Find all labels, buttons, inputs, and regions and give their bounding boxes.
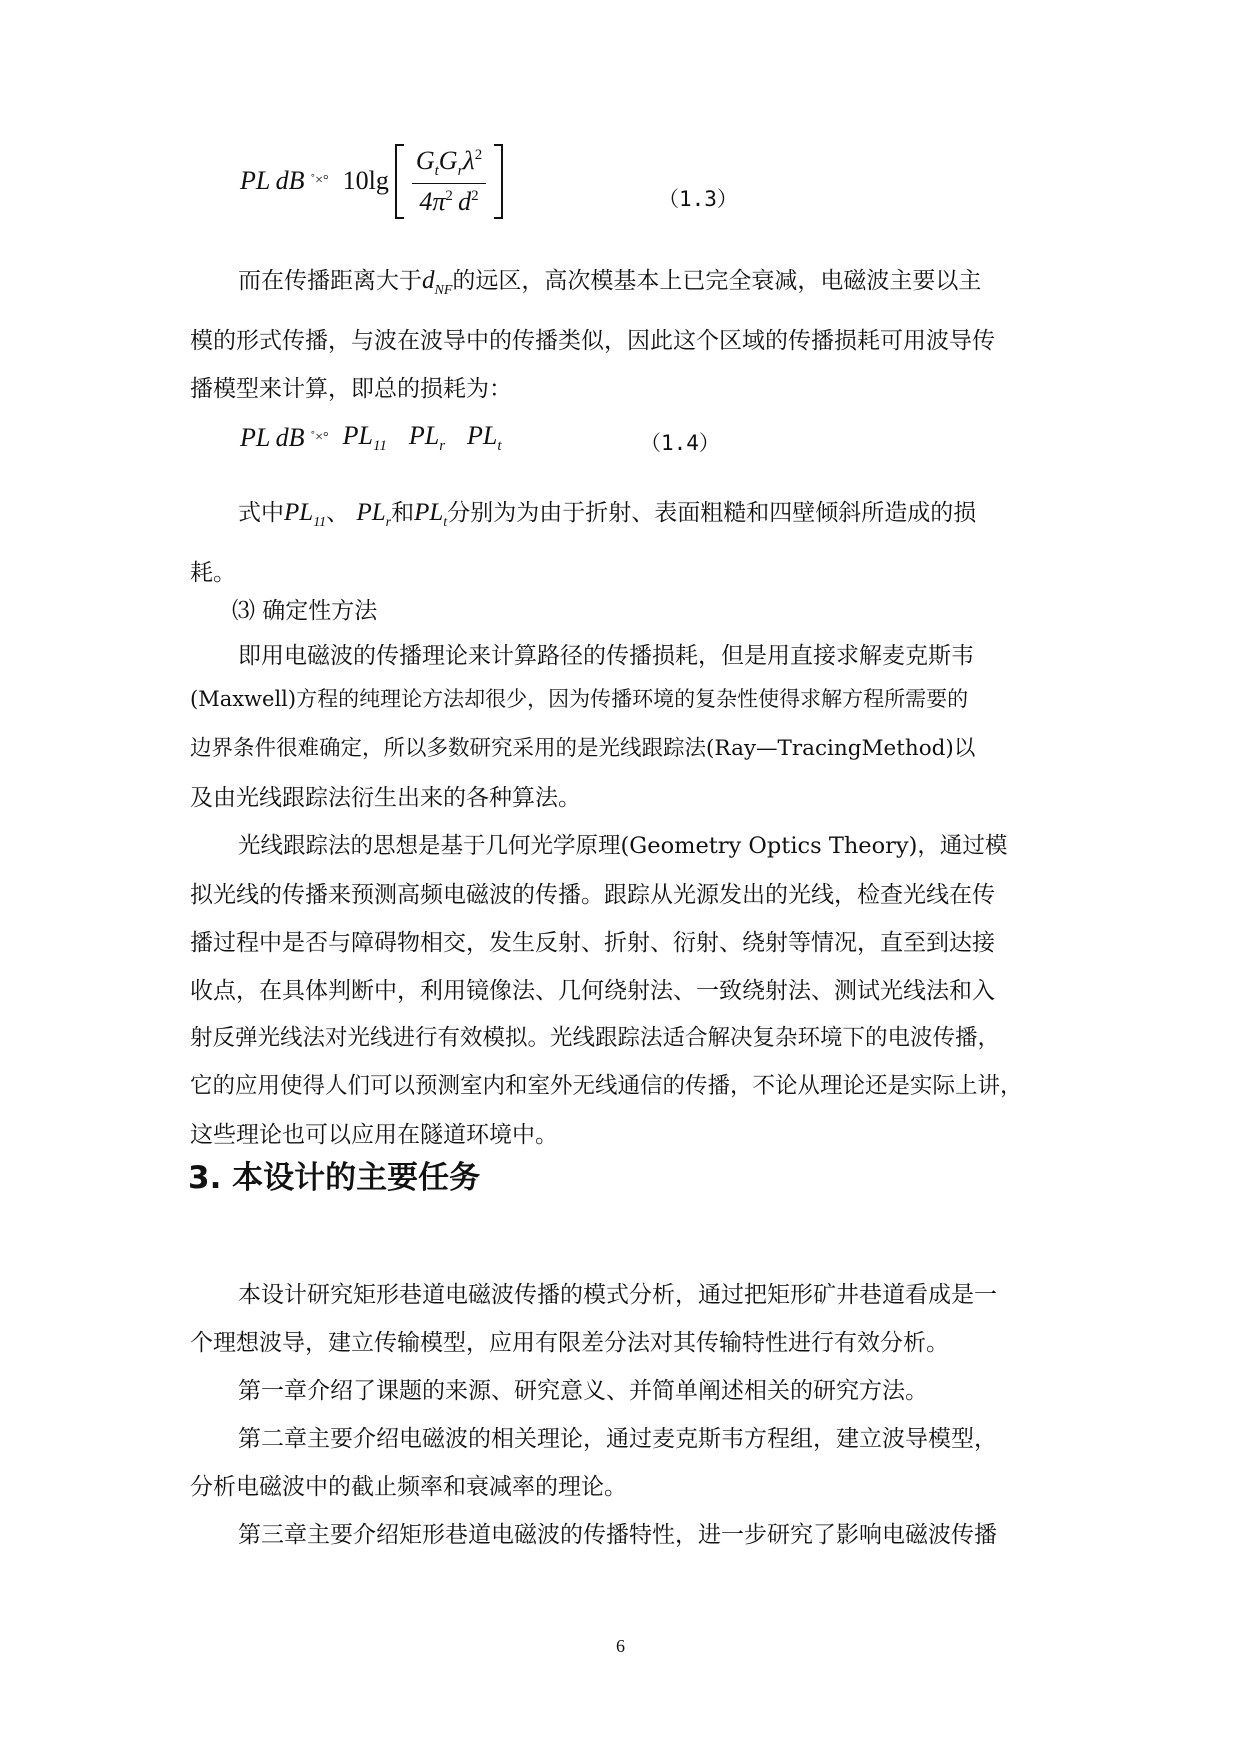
eq-denominator: $4\pi^2$ $d^2$ — [419, 186, 479, 216]
page-number: 6 — [616, 1636, 625, 1656]
eq-factor: 10lg — [342, 166, 389, 195]
text-line: 边界条件很难确定，所以多数研究采用的是光线跟踪法(Ray—TracingMethod)以 — [190, 736, 976, 761]
eq-lhs: PL dB — [240, 166, 305, 195]
eq-term-pl11: $PL_{11}$ — [342, 421, 387, 454]
text-line: 分析电磁波中的截止频率和衰减率的理论。 — [190, 1474, 627, 1500]
symbol-dnf: $d_{NF}$ — [422, 267, 453, 298]
eq-marker: ˚×° — [310, 173, 329, 188]
symbol-plt: $PL_t$ — [414, 499, 448, 530]
text-line: 播模型来计算，即总的损耗为： — [190, 376, 512, 402]
text-line: 即用电磁波的传播理论来计算路径的传播损耗，但是用直接求解麦克斯韦 — [238, 643, 974, 669]
text-line: 第二章主要介绍电磁波的相关理论，通过麦克斯韦方程组，建立波导模型， — [238, 1426, 997, 1452]
equation-1-3 — [240, 136, 503, 226]
section-heading: 3. 本设计的主要任务 — [188, 1160, 481, 1196]
equation-1-4 — [240, 398, 502, 478]
text-line: (Maxwell)方程的纯理论方法却很少，因为传播环境的复杂性使得求解方程所需要的 — [190, 687, 969, 711]
text-line: 本设计研究矩形巷道电磁波传播的模式分析，通过把矩形矿井巷道看成是一 — [238, 1282, 997, 1308]
text-line: 收点，在具体判断中，利用镜像法、几何绕射法、一致绕射法、测试光线法和入 — [190, 978, 995, 1004]
text-line: 式中$PL_{11}$、 $PL_r$和$PL_t$分别为为由于折射、表面粗糙和四壁倾斜所造成的损 — [238, 499, 977, 530]
text-line: 播过程中是否与障碍物相交，发生反射、折射、衍射、绕射等情况，直至到达接 — [190, 930, 995, 956]
symbol-plr: $PL_r$ — [356, 499, 392, 530]
text-line: 耗。 — [190, 560, 236, 586]
text-line: 第一章介绍了课题的来源、研究意义、并简单阐述相关的研究方法。 — [238, 1378, 928, 1404]
text-line: 拟光线的传播来预测高频电磁波的传播。跟踪从光源发出的光线，检查光线在传 — [190, 882, 995, 908]
text-line: 这些理论也可以应用在隧道环境中。 — [190, 1122, 558, 1148]
eq-fraction — [404, 144, 494, 219]
text-line: 模的形式传播，与波在波导中的传播类似，因此这个区域的传播损耗可用波导传 — [190, 328, 995, 354]
item-heading: ⑶ 确定性方法 — [232, 598, 378, 624]
text-line: 它的应用使得人们可以预测室内和室外无线通信的传播，不论从理论还是实际上讲， — [190, 1073, 1023, 1099]
eq-lhs: PL dB — [240, 423, 305, 452]
text-line: 第三章主要介绍矩形巷道电磁波的传播特性，进一步研究了影响电磁波传播 — [238, 1522, 997, 1548]
text-line: 及由光线跟踪法衍生出来的各种算法。 — [190, 785, 581, 811]
equation-number-1-4: （1.4） — [640, 431, 720, 455]
equation-number-1-3: （1.3） — [658, 187, 738, 211]
eq-bracket — [395, 144, 503, 219]
eq-marker: ˚×° — [310, 430, 329, 445]
symbol-pl11: $PL_{11}$ — [284, 499, 327, 530]
eq-term-plr: $PL_r$ — [408, 421, 446, 454]
text-line: 射反弹光线法对光线进行有效模拟。光线跟踪法适合解决复杂环境下的电波传播， — [190, 1025, 1001, 1051]
eq-term-plt: $PL_t$ — [467, 421, 502, 454]
text-line: 光线跟踪法的思想是基于几何光学原理(Geometry Optics Theory)，通过模 — [238, 833, 1008, 859]
eq-numerator: $G_tG_r\lambda^2$ — [412, 146, 486, 184]
text-line: 个理想波导，建立传输模型，应用有限差分法对其传输特性进行有效分析。 — [190, 1330, 949, 1356]
text-line: 而在传播距离大于$d_{NF}$的远区，高次模基本上已完全衰减，电磁波主要以主 — [238, 267, 982, 298]
